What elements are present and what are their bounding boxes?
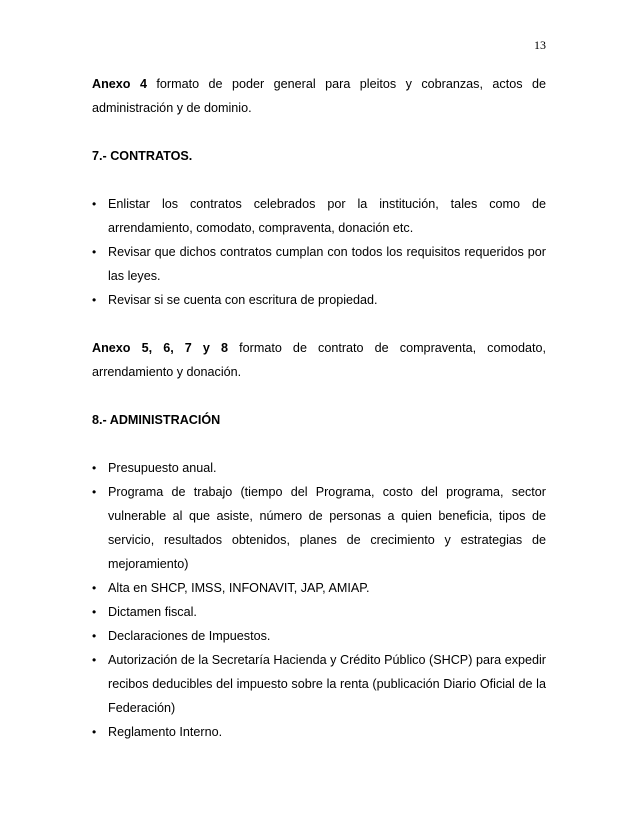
list-item-text: Presupuesto anual. — [108, 461, 217, 475]
bullet-icon: • — [92, 293, 97, 307]
list-item-text: Dictamen fiscal. — [108, 605, 197, 619]
document-body — [92, 72, 546, 744]
annex-5-8-label: Anexo 5, 6, 7 y 8 — [92, 341, 229, 355]
annex-4-paragraph — [92, 72, 546, 120]
list-item — [92, 456, 546, 480]
bullet-icon: • — [92, 461, 97, 475]
bullet-icon: • — [92, 653, 97, 667]
list-item — [92, 480, 546, 576]
list-item-text: Revisar si se cuenta con escritura de propiedad. — [108, 293, 378, 307]
list-item — [92, 576, 546, 600]
bullet-icon: • — [92, 581, 97, 595]
page-number: 13 — [534, 38, 546, 52]
bullet-icon: • — [92, 245, 97, 259]
list-item-text: Programa de trabajo (tiempo del Programa, costo del programa, sector vulnerable al que asiste, número de personas a quien beneficia, tipos de servicio, resultados obtenidos, planes de crecimiento y estrategias de mejoramiento) — [108, 485, 546, 571]
section-7-heading: 7.- CONTRATOS. — [92, 149, 193, 163]
list-item-text: Alta en SHCP, IMSS, INFONAVIT, JAP, AMIAP. — [108, 581, 370, 595]
list-item — [92, 624, 546, 648]
list-item-text: Autorización de la Secretaría Hacienda y Crédito Público (SHCP) para expedir recibos deducibles del impuesto sobre la renta (publicación Diario Oficial de la Federación) — [108, 653, 546, 715]
bullet-icon: • — [92, 485, 97, 499]
list-item — [92, 240, 546, 288]
list-item-text: Revisar que dichos contratos cumplan con todos los requisitos requeridos por las leyes. — [108, 245, 546, 283]
section-7-list — [92, 192, 546, 312]
bullet-icon: • — [92, 605, 97, 619]
annex-4-text: formato de poder general para pleitos y cobranzas, actos de administración y de dominio. — [92, 77, 546, 115]
list-item-text: Reglamento Interno. — [108, 725, 223, 739]
bullet-icon: • — [92, 629, 97, 643]
section-8-list — [92, 456, 546, 744]
bullet-icon: • — [92, 725, 97, 739]
list-item — [92, 288, 546, 312]
list-item-text: Enlistar los contratos celebrados por la institución, tales como de arrendamiento, comodato, compraventa, donación etc. — [108, 197, 546, 235]
list-item-text: Declaraciones de Impuestos. — [108, 629, 271, 643]
list-item — [92, 192, 546, 240]
annex-5-8-paragraph — [92, 336, 546, 384]
list-item — [92, 600, 546, 624]
list-item — [92, 648, 546, 720]
list-item — [92, 720, 546, 744]
annex-4-label: Anexo 4 — [92, 77, 147, 91]
bullet-icon: • — [92, 197, 97, 211]
annex-5-8-text: formato de contrato de compraventa, comodato, arrendamiento y donación. — [92, 341, 546, 379]
section-8-heading: 8.- ADMINISTRACIÓN — [92, 413, 221, 427]
